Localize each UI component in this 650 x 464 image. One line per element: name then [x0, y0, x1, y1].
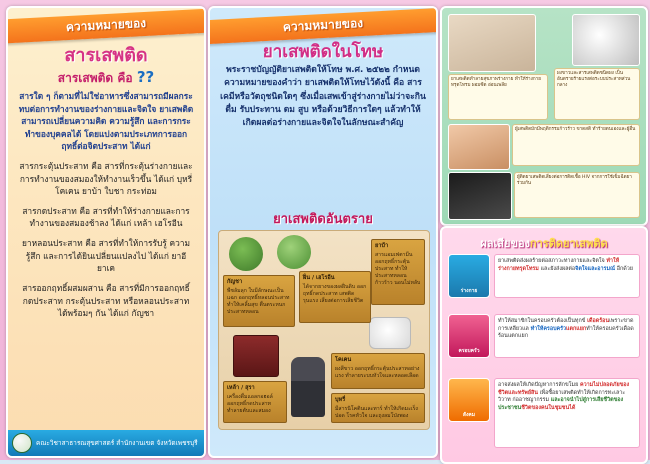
body-health-icon [448, 254, 490, 298]
middle-ribbon-label: ความหมายของ [282, 15, 364, 35]
effect-family-part-4: แตกแยก [566, 325, 587, 332]
law-text: พระราชบัญญัติยาเสพติดให้โทษ พ.ศ. ๒๕๒๒ กำหนดความหมายของคำว่า ยาเสพติดให้โทษไว้ดังนี้ คือ สารเคมีหรือวัตถุชนิดใดๆ ซึ่งเมื่อเสพเข้าสู่ร่างกายไม่ว่าจะกินดื่ม รับประทาน ดม สูบ หรือด้วยวิธีการใดๆ แล้วทำให้เกิดผลต่อร่างกายและจิตใจในลักษณะสำคัญ [220, 65, 426, 129]
drug-sign-text-5: มีสารนิโคตินและทาร์ ทำให้เกิดมะเร็งปอด โรคหัวใจ และถุงลมโป่งพอง [335, 405, 418, 419]
effect-society-part-4: ชีวิตของคนในชุมชนได้ [521, 404, 576, 411]
body-health-label: ร่างกาย [460, 288, 478, 294]
left-paragraph-1: สารกระตุ้นประสาท คือ สารที่กระตุ้นร่างกายและการทำงานของสมองให้ทำงานเร็วขึ้น ได้แก่ บุหรี่ โคเคน ยาบ้า ใบชา กระท่อม [19, 161, 193, 197]
photo-caption-3: ผู้ติดยาเสพติดเสี่ยงต่อการติดเชื้อ HIV จากการใช้เข็มฉีดยาร่วมกัน [514, 172, 640, 218]
photo-caption-2: ผู้เสพติดมักมีพฤติกรรมก้าวร้าว ขาดสติ ทำร้ายตนเองและผู้อื่น [512, 124, 640, 166]
effect-body-part-0: ยาเสพติดส่งผลร้ายต่อสภาวะทางกายและจิตใจ [498, 258, 607, 264]
cannabis-plant-icon [229, 237, 263, 271]
left-subtitle [8, 68, 204, 88]
left-paragraph-2: สารกดประสาท คือ สารที่ทำให้ร่างกายและการทำงานของสมองช้าลง ได้แก่ เหล้า เฮโรอีน [22, 205, 190, 229]
effect-society-part-2: เพื่อซื้อยาเสพติดทำให้เกิดการทะเลาะวิวาท ก่ออาชญากรรม [498, 389, 626, 404]
photo-caption-0: ยาเสพติดทำลายสุขภาพร่างกาย ทำให้ร่างกายทรุดโทรม ผอมซีด อ่อนเพลีย [448, 74, 548, 120]
drug-sign-title-4: โคเคน [335, 357, 352, 363]
effect-society-part-3: และอาจนำไปสู่การเสียชีวิตของประชาชน [498, 397, 624, 411]
effect-text-society [494, 378, 640, 448]
middle-panel [208, 6, 438, 458]
emblem-icon [12, 433, 32, 453]
poppy-plant-icon [277, 235, 311, 269]
left-body [18, 90, 194, 327]
effects-title-accent: การติดยาเสพติด [529, 237, 608, 250]
question-mark-icon: ?? [136, 68, 155, 86]
effect-family-part-5: ทำให้ครอบครัวเดือดร้อนแตกแยก [498, 325, 634, 340]
drug-sign-3 [223, 381, 287, 423]
right-panel [440, 6, 644, 454]
drug-sign-title-1: ฝิ่น / เฮโรอีน [303, 275, 335, 281]
effect-body-part-2: และยังส่งผลต่อ [538, 265, 576, 272]
drug-sign-0 [223, 275, 295, 327]
middle-subtitle: ยาเสพติดอันตราย [273, 212, 373, 227]
photo-collage [440, 6, 648, 226]
effect-body-part-1: ทำให้ร่างกายทรุดโทรม [498, 258, 620, 272]
effect-row-body [448, 254, 640, 298]
cocaine-powder-icon [369, 317, 411, 349]
effects-title [442, 234, 646, 252]
left-footer-text: คณะวิชาสาธารณสุขศาสตร์ สำนักงานเขต จังหวัดเพชรบุรี [36, 439, 198, 447]
drug-sign-text-4: ผงสีขาว ออกฤทธิ์กระตุ้นประสาทอย่างแรง ทำลายระบบหัวใจและหลอดเลือด [335, 365, 420, 379]
effect-row-society [448, 378, 640, 448]
drug-sign-text-2: สารแอมเฟตามีน ออกฤทธิ์กระตุ้นประสาท ทำให้ประสาทหลอน ก้าวร้าว นอนไม่หลับ [375, 251, 421, 286]
effect-society-part-1: ความไม่ปลอดภัยของชีวิตและทรัพย์สิน [498, 382, 630, 396]
drug-sign-title-3: เหล้า / สุรา [227, 385, 255, 391]
society-impact-icon [448, 378, 490, 422]
photo-white-powder [572, 14, 640, 66]
alcohol-bottles-icon [233, 335, 279, 377]
left-paragraph-0: สารใด ๆ ก็ตามที่ไม่ใช่อาหารซึ่งสามารถมีผลกระทบต่อการทำงานของร่างกายและจิตใจ ยาเสพติดสามารถเปลี่ยนความคิด ความรู้สึก และการกระทำของบุคคลได้ โดยแบ่งตามประเภทการออกฤทธิ์ต่อจิตประสาท ได้แก่ [18, 91, 194, 152]
drug-sign-1 [299, 271, 371, 323]
effect-family-part-1: เดือดร้อน [587, 318, 610, 324]
drug-sign-title-2: ยาบ้า [375, 243, 389, 249]
left-subtitle-text: สารเสพติด คือ [57, 71, 133, 85]
effect-family-part-3: ทำให้ครอบครัว [530, 325, 567, 332]
effect-society-part-0: อาจส่งผลให้เกิดปัญหาการลักขโมย [498, 382, 580, 388]
drug-sign-title-0: กัญชา [227, 279, 243, 285]
family-impact-icon [448, 314, 490, 358]
effect-family-part-2: เพราะขาดการเหลียวแล [498, 318, 634, 332]
photo-group-support [448, 172, 512, 220]
drug-sign-text-3: เครื่องดื่มแอลกอฮอล์ ออกฤทธิ์กดประสาท ทำลายตับและสมอง [227, 393, 273, 414]
effect-body-part-4: อีกด้วย [615, 265, 633, 272]
left-paragraph-3: ยาหลอนประสาท คือ สารที่ทำให้การรับรู้ ความรู้สึก และการได้ยินเปลี่ยนแปลงไป ได้แก่ ยาอี ยาเค [21, 238, 191, 274]
drug-sign-title-5: บุหรี่ [335, 397, 346, 403]
drug-sign-4 [331, 353, 425, 389]
photo-caption-1: ผงขาวและสารเสพติดชนิดผง เป็นอันตรายร้ายแรงต่อระบบประสาทส่วนกลาง [554, 68, 640, 120]
smoker-figure-icon [291, 357, 325, 417]
left-paragraph-4: สารออกฤทธิ์ผสมผสาน คือ สารที่มีการออกฤทธิ์กดประสาท กระตุ้นประสาท หรือหลอนประสาทได้พร้อมๆ กัน ได้แก่ กัญชา [22, 282, 190, 319]
drug-sign-text-1: ได้จากยางของผลฝิ่นดิบ ออกฤทธิ์กดประสาท เสพติดรุนแรง เสี่ยงต่อการเสียชีวิต [303, 283, 367, 304]
photo-hospital-bed [448, 14, 536, 72]
left-ribbon-label: ความหมายของ [65, 15, 147, 35]
drug-sign-2 [371, 239, 425, 305]
left-footer-bar [8, 430, 204, 456]
effect-family-part-0: ทำให้สมาชิกในครอบครัวต้องเป็นทุกข์ [498, 318, 588, 324]
effects-title-prefix: ผลเสียของ [480, 237, 530, 250]
drug-sign-5 [331, 393, 425, 423]
family-impact-label: ครอบครัว [458, 348, 480, 354]
effect-text-family [494, 314, 640, 358]
drug-sign-text-0: พืชล้มลุก ใบมีลักษณะเป็นแฉก ออกฤทธิ์หลอนประสาท ทำให้เคลิ้มสุข ตื่นตระหนก ประสาทหลอน [227, 287, 290, 315]
left-title: สารเสพติด [64, 45, 148, 66]
effect-row-family [448, 314, 640, 358]
effect-body-part-3: จิตใจและอารมณ์ [575, 265, 616, 272]
drug-board [218, 230, 430, 430]
left-panel [6, 6, 206, 458]
effects-section [440, 226, 648, 464]
photo-hands-pills [448, 124, 510, 170]
society-impact-label: สังคม [462, 412, 476, 418]
middle-title: ยาเสพติดในโทษ [262, 42, 384, 62]
effect-text-body [494, 254, 640, 298]
